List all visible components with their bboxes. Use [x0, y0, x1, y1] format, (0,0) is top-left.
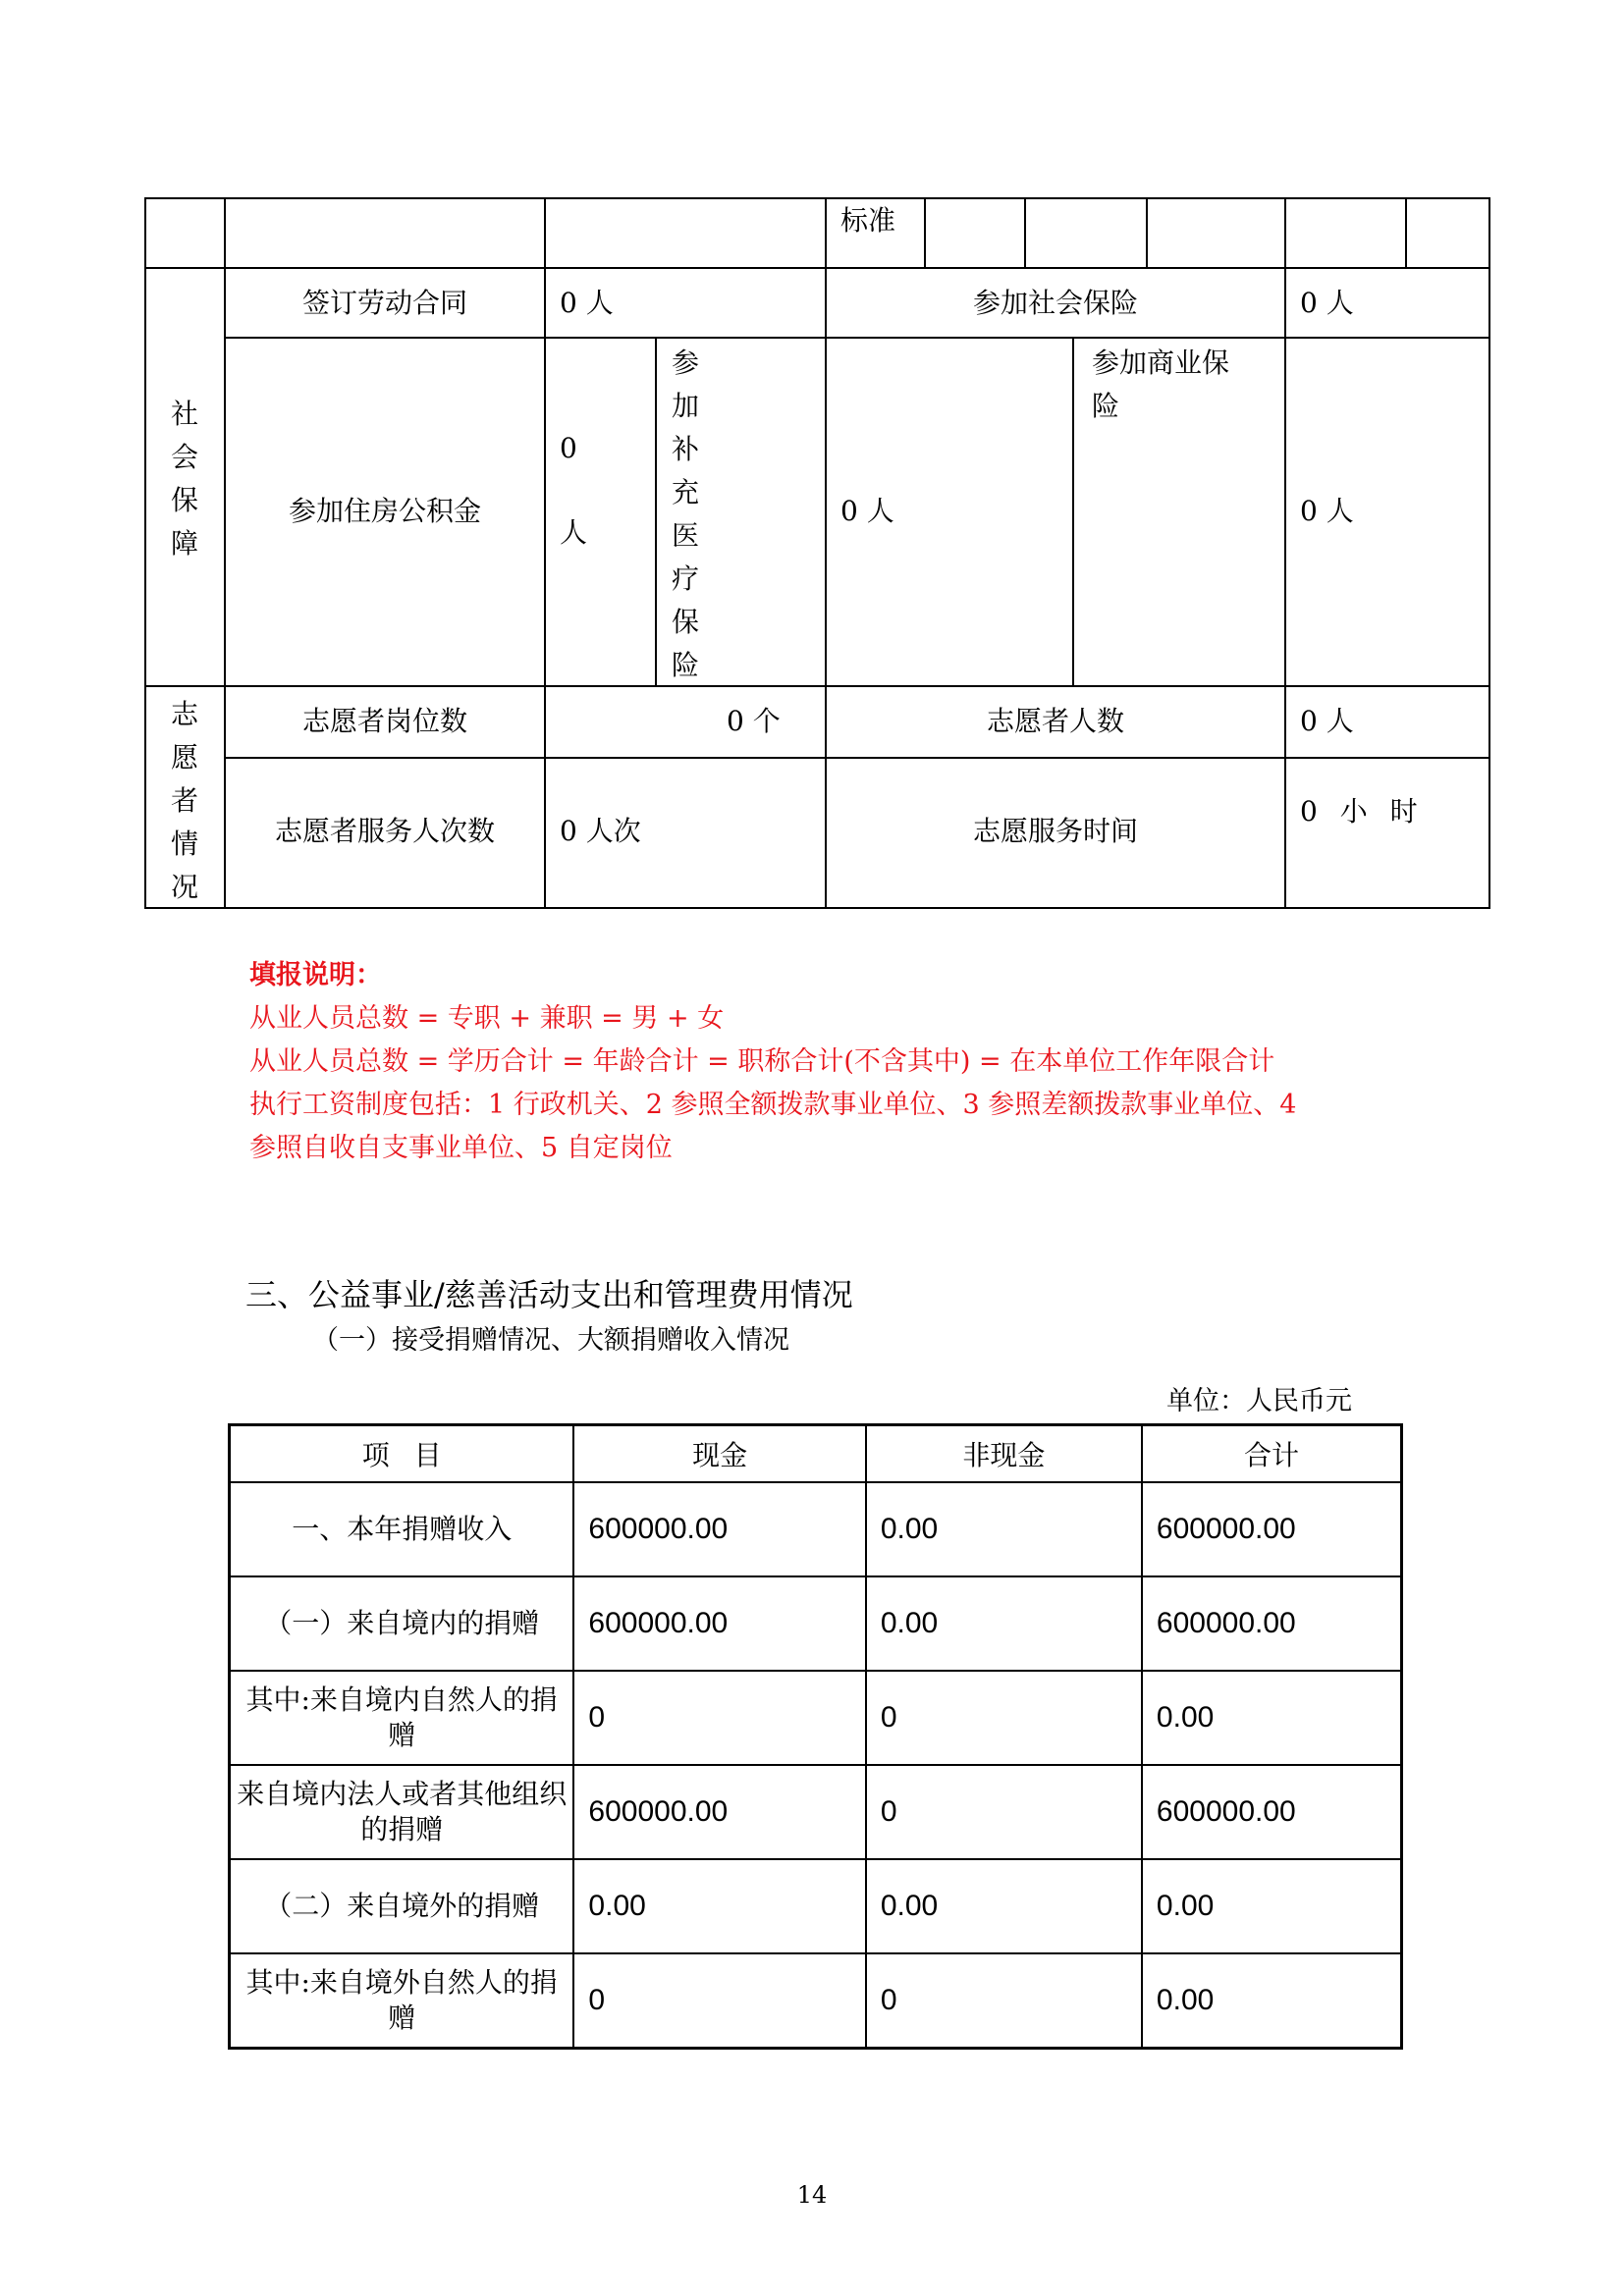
instructions-heading: 填报说明：: [249, 960, 382, 990]
col-header-total: 合计: [1142, 1425, 1402, 1483]
rule-h4: [1405, 197, 1407, 268]
section-subtitle: （一）接受捐赠情况、大额捐赠收入情况: [312, 1325, 789, 1356]
page-number: 14: [796, 2181, 828, 2209]
row-cash: 600000.00: [573, 1765, 865, 1859]
housing-fund-label: 参加住房公积金: [288, 495, 481, 527]
rule-row3: [144, 685, 1490, 687]
row-item: 一、本年捐赠收入: [230, 1482, 574, 1576]
row-noncash: 0.00: [866, 1576, 1142, 1671]
row-item: 其中:来自境内自然人的捐赠: [230, 1671, 574, 1765]
table-row: [230, 1576, 1402, 1671]
table-header-row: [230, 1425, 1402, 1483]
social-security-label: 社会保障: [170, 398, 198, 560]
housing-fund-unit: 人: [560, 516, 588, 549]
labor-contract-label: 签订劳动合同: [301, 287, 467, 319]
rule-h1: [924, 197, 926, 268]
row-cash: 600000.00: [573, 1482, 865, 1576]
supp-medical-value: 0 人: [840, 495, 894, 527]
volunteer-count-value: 0 人: [1300, 705, 1354, 737]
housing-fund-number: 0: [560, 432, 577, 464]
table-row: [230, 1482, 1402, 1576]
service-times-value: 0 人次: [560, 815, 641, 847]
col-header-item: 项 目: [230, 1425, 574, 1483]
rule-row2: [224, 337, 1490, 339]
row-total: 0.00: [1142, 1953, 1402, 2048]
labor-contract-value: 0 人: [560, 287, 614, 319]
row-total: 600000.00: [1142, 1576, 1402, 1671]
table-row: [230, 1671, 1402, 1765]
row-noncash: 0.00: [866, 1859, 1142, 1953]
rule-left: [144, 197, 146, 909]
row-total: 600000.00: [1142, 1482, 1402, 1576]
volunteer-posts-label: 志愿者岗位数: [301, 705, 467, 737]
instruction-line: 从业人员总数 = 学历合计 = 年龄合计 = 职称合计(不含其中) = 在本单位工作年限合计: [249, 1046, 1275, 1077]
rule-bottom: [144, 907, 1490, 909]
instruction-line: 参照自收自支事业单位、5 自定岗位: [249, 1133, 673, 1163]
rule-row4: [224, 757, 1490, 759]
row-cash: 0.00: [573, 1859, 865, 1953]
volunteer-posts-value: 0 个: [727, 705, 781, 737]
volunteer-section-label: 志愿者情况: [170, 698, 198, 903]
rule-top: [144, 197, 1490, 199]
donation-table: [228, 1423, 1403, 2050]
instruction-line: 从业人员总数 = 专职 + 兼职 = 男 + 女: [249, 1003, 725, 1034]
row-item: （一）来自境内的捐赠: [230, 1576, 574, 1671]
row-cash: 0: [573, 1671, 865, 1765]
table-row: [230, 1765, 1402, 1859]
row-noncash: 0: [866, 1953, 1142, 2048]
row-item: （二）来自境外的捐赠: [230, 1859, 574, 1953]
volunteer-count-label: 志愿者人数: [986, 705, 1124, 737]
table-row: [230, 1859, 1402, 1953]
row-item: 来自境内法人或者其他组织的捐赠: [230, 1765, 574, 1859]
section-title: 三、公益事业/慈善活动支出和管理费用情况: [245, 1276, 853, 1313]
row-item: 其中:来自境外自然人的捐赠: [230, 1953, 574, 2048]
row-total: 0.00: [1142, 1671, 1402, 1765]
rule-h3: [1146, 197, 1148, 268]
commercial-insurance-label: 参加商业保险: [1092, 347, 1230, 422]
rule-c4: [1284, 197, 1286, 909]
rule-c2: [544, 197, 546, 909]
currency-unit: 单位：人民币元: [1166, 1386, 1352, 1416]
social-insurance-label: 参加社会保险: [972, 287, 1138, 319]
row-cash: 600000.00: [573, 1576, 865, 1671]
col-header-noncash: 非现金: [866, 1425, 1142, 1483]
row-total: 600000.00: [1142, 1765, 1402, 1859]
row-total: 0.00: [1142, 1859, 1402, 1953]
row-noncash: 0: [866, 1671, 1142, 1765]
service-hours-value: 0 小 时: [1300, 795, 1418, 828]
social-insurance-value: 0 人: [1300, 287, 1354, 319]
rule-h2: [1024, 197, 1026, 268]
rule-r3a: [655, 337, 657, 686]
row-cash: 0: [573, 1953, 865, 2048]
row-noncash: 0: [866, 1765, 1142, 1859]
rule-right: [1489, 197, 1490, 909]
service-times-label: 志愿者服务人次数: [274, 815, 495, 847]
filling-instructions: [249, 954, 1296, 1170]
table-row: [230, 1953, 1402, 2048]
supp-medical-label: 参加补充医疗保险: [671, 347, 699, 681]
rule-row1: [144, 267, 1490, 269]
service-hours-label: 志愿服务时间: [972, 815, 1138, 847]
row-noncash: 0.00: [866, 1482, 1142, 1576]
col-header-cash: 现金: [573, 1425, 865, 1483]
commercial-insurance-value: 0 人: [1300, 495, 1354, 527]
instruction-line: 执行工资制度包括：1 行政机关、2 参照全额拨款事业单位、3 参照差额拨款事业单位、4: [249, 1090, 1297, 1120]
standard-label: 标准: [840, 204, 896, 237]
rule-r3b: [1072, 337, 1074, 686]
